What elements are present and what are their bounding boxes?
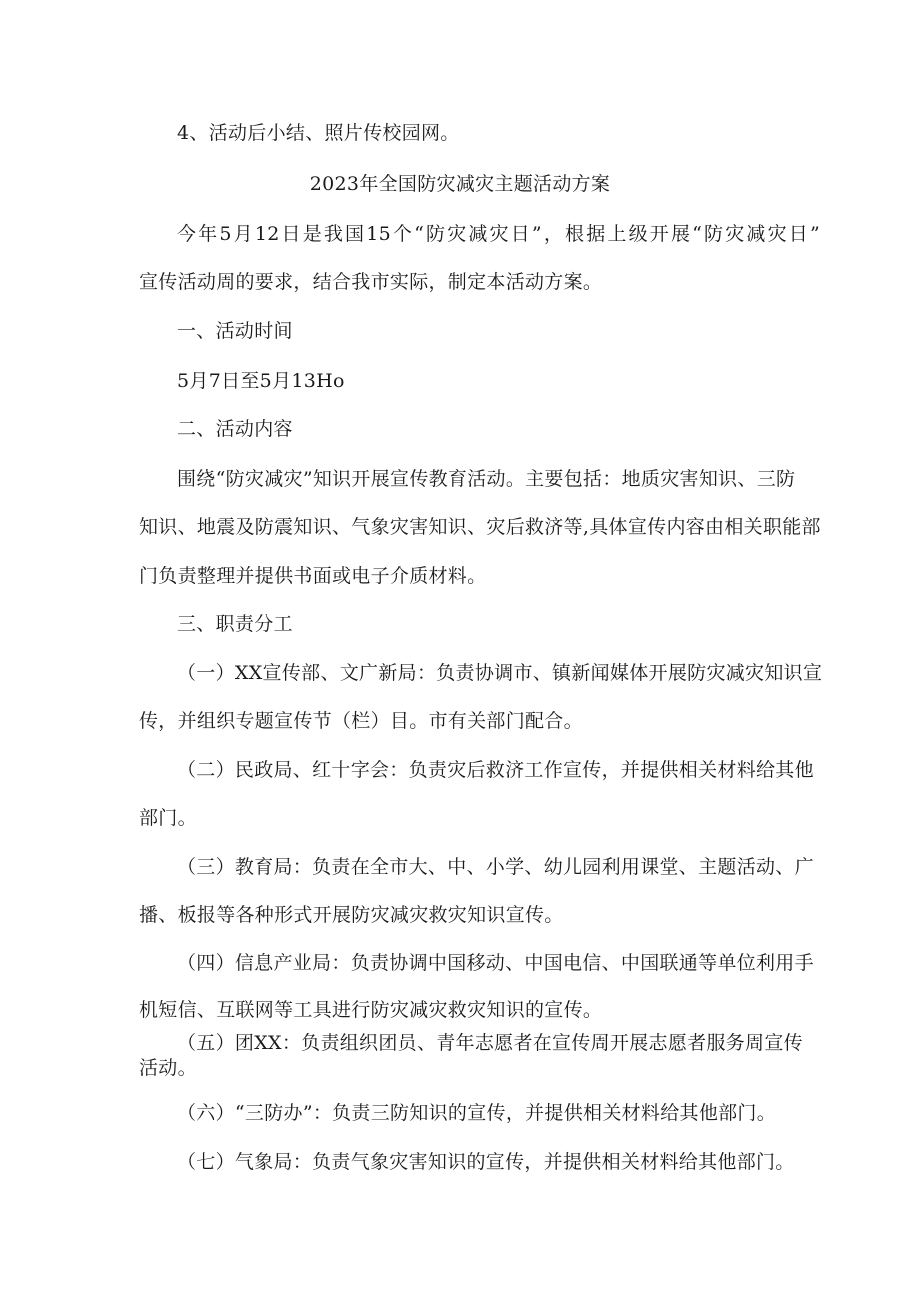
duty-item-5-line-1: （五）团XX：负责组织团员、青年志愿者在宣传周开展志愿者服务周宣传 <box>177 1032 803 1054</box>
section-heading-time: 一、活动时间 <box>177 320 293 342</box>
duty-item-3-line-2: 播、板报等各种形式开展防灾减灾救灾知识宣传。 <box>139 904 564 926</box>
intro-paragraph-line-2: 宣传活动周的要求，结合我市实际，制定本活动方案。 <box>139 271 603 293</box>
duty-item-1-line-2: 传，并组织专题宣传节（栏）目。市有关部门配合。 <box>139 710 583 732</box>
intro-paragraph-line-1: 今年5月12日是我国15个“防灾减灾日”，根据上级开展“防灾减灾日” <box>177 223 820 245</box>
duty-item-1-line-1: （一）XX宣传部、文广新局：负责协调市、镇新闻媒体开展防灾减灾知识宣 <box>177 662 823 684</box>
content-paragraph-line-2: 知识、地震及防震知识、气象灾害知识、灾后救济等,具体宣传内容由相关职能部 <box>139 516 821 538</box>
activity-time-value: 5月7日至5月13Ho <box>177 370 345 392</box>
duty-item-4-line-2: 机短信、互联网等工具进行防灾减灾救灾知识的宣传。 <box>139 999 603 1021</box>
section-heading-content: 二、活动内容 <box>177 418 293 440</box>
document-title: 2023年全国防灾减灾主题活动方案 <box>309 173 611 195</box>
content-paragraph-line-1: 围绕“防灾减灾”知识开展宣传教育活动。主要包括：地质灾害知识、三防 <box>177 468 796 490</box>
duty-item-6: （六）“三防办”：负责三防知识的宣传，并提供相关材料给其他部门。 <box>177 1102 777 1124</box>
content-paragraph-line-3: 门负责整理并提供书面或电子介质材料。 <box>139 565 487 587</box>
duty-item-2-line-2: 部门。 <box>139 807 197 829</box>
duty-item-3-line-1: （三）教育局：负责在全市大、中、小学、幼儿园利用课堂、主题活动、广 <box>177 856 814 878</box>
section-heading-duties: 三、职责分工 <box>177 613 293 635</box>
duty-item-7: （七）气象局：负责气象灾害知识的宣传，并提供相关材料给其他部门。 <box>177 1151 795 1173</box>
intro-item-4: 4、活动后小结、照片传校园网。 <box>177 122 460 144</box>
duty-item-2-line-1: （二）民政局、红十字会：负责灾后救济工作宣传，并提供相关材料给其他 <box>177 759 814 781</box>
duty-item-5-line-2: 活动。 <box>139 1057 197 1079</box>
duty-item-4-line-1: （四）信息产业局：负责协调中国移动、中国电信、中国联通等单位利用手 <box>177 952 814 974</box>
